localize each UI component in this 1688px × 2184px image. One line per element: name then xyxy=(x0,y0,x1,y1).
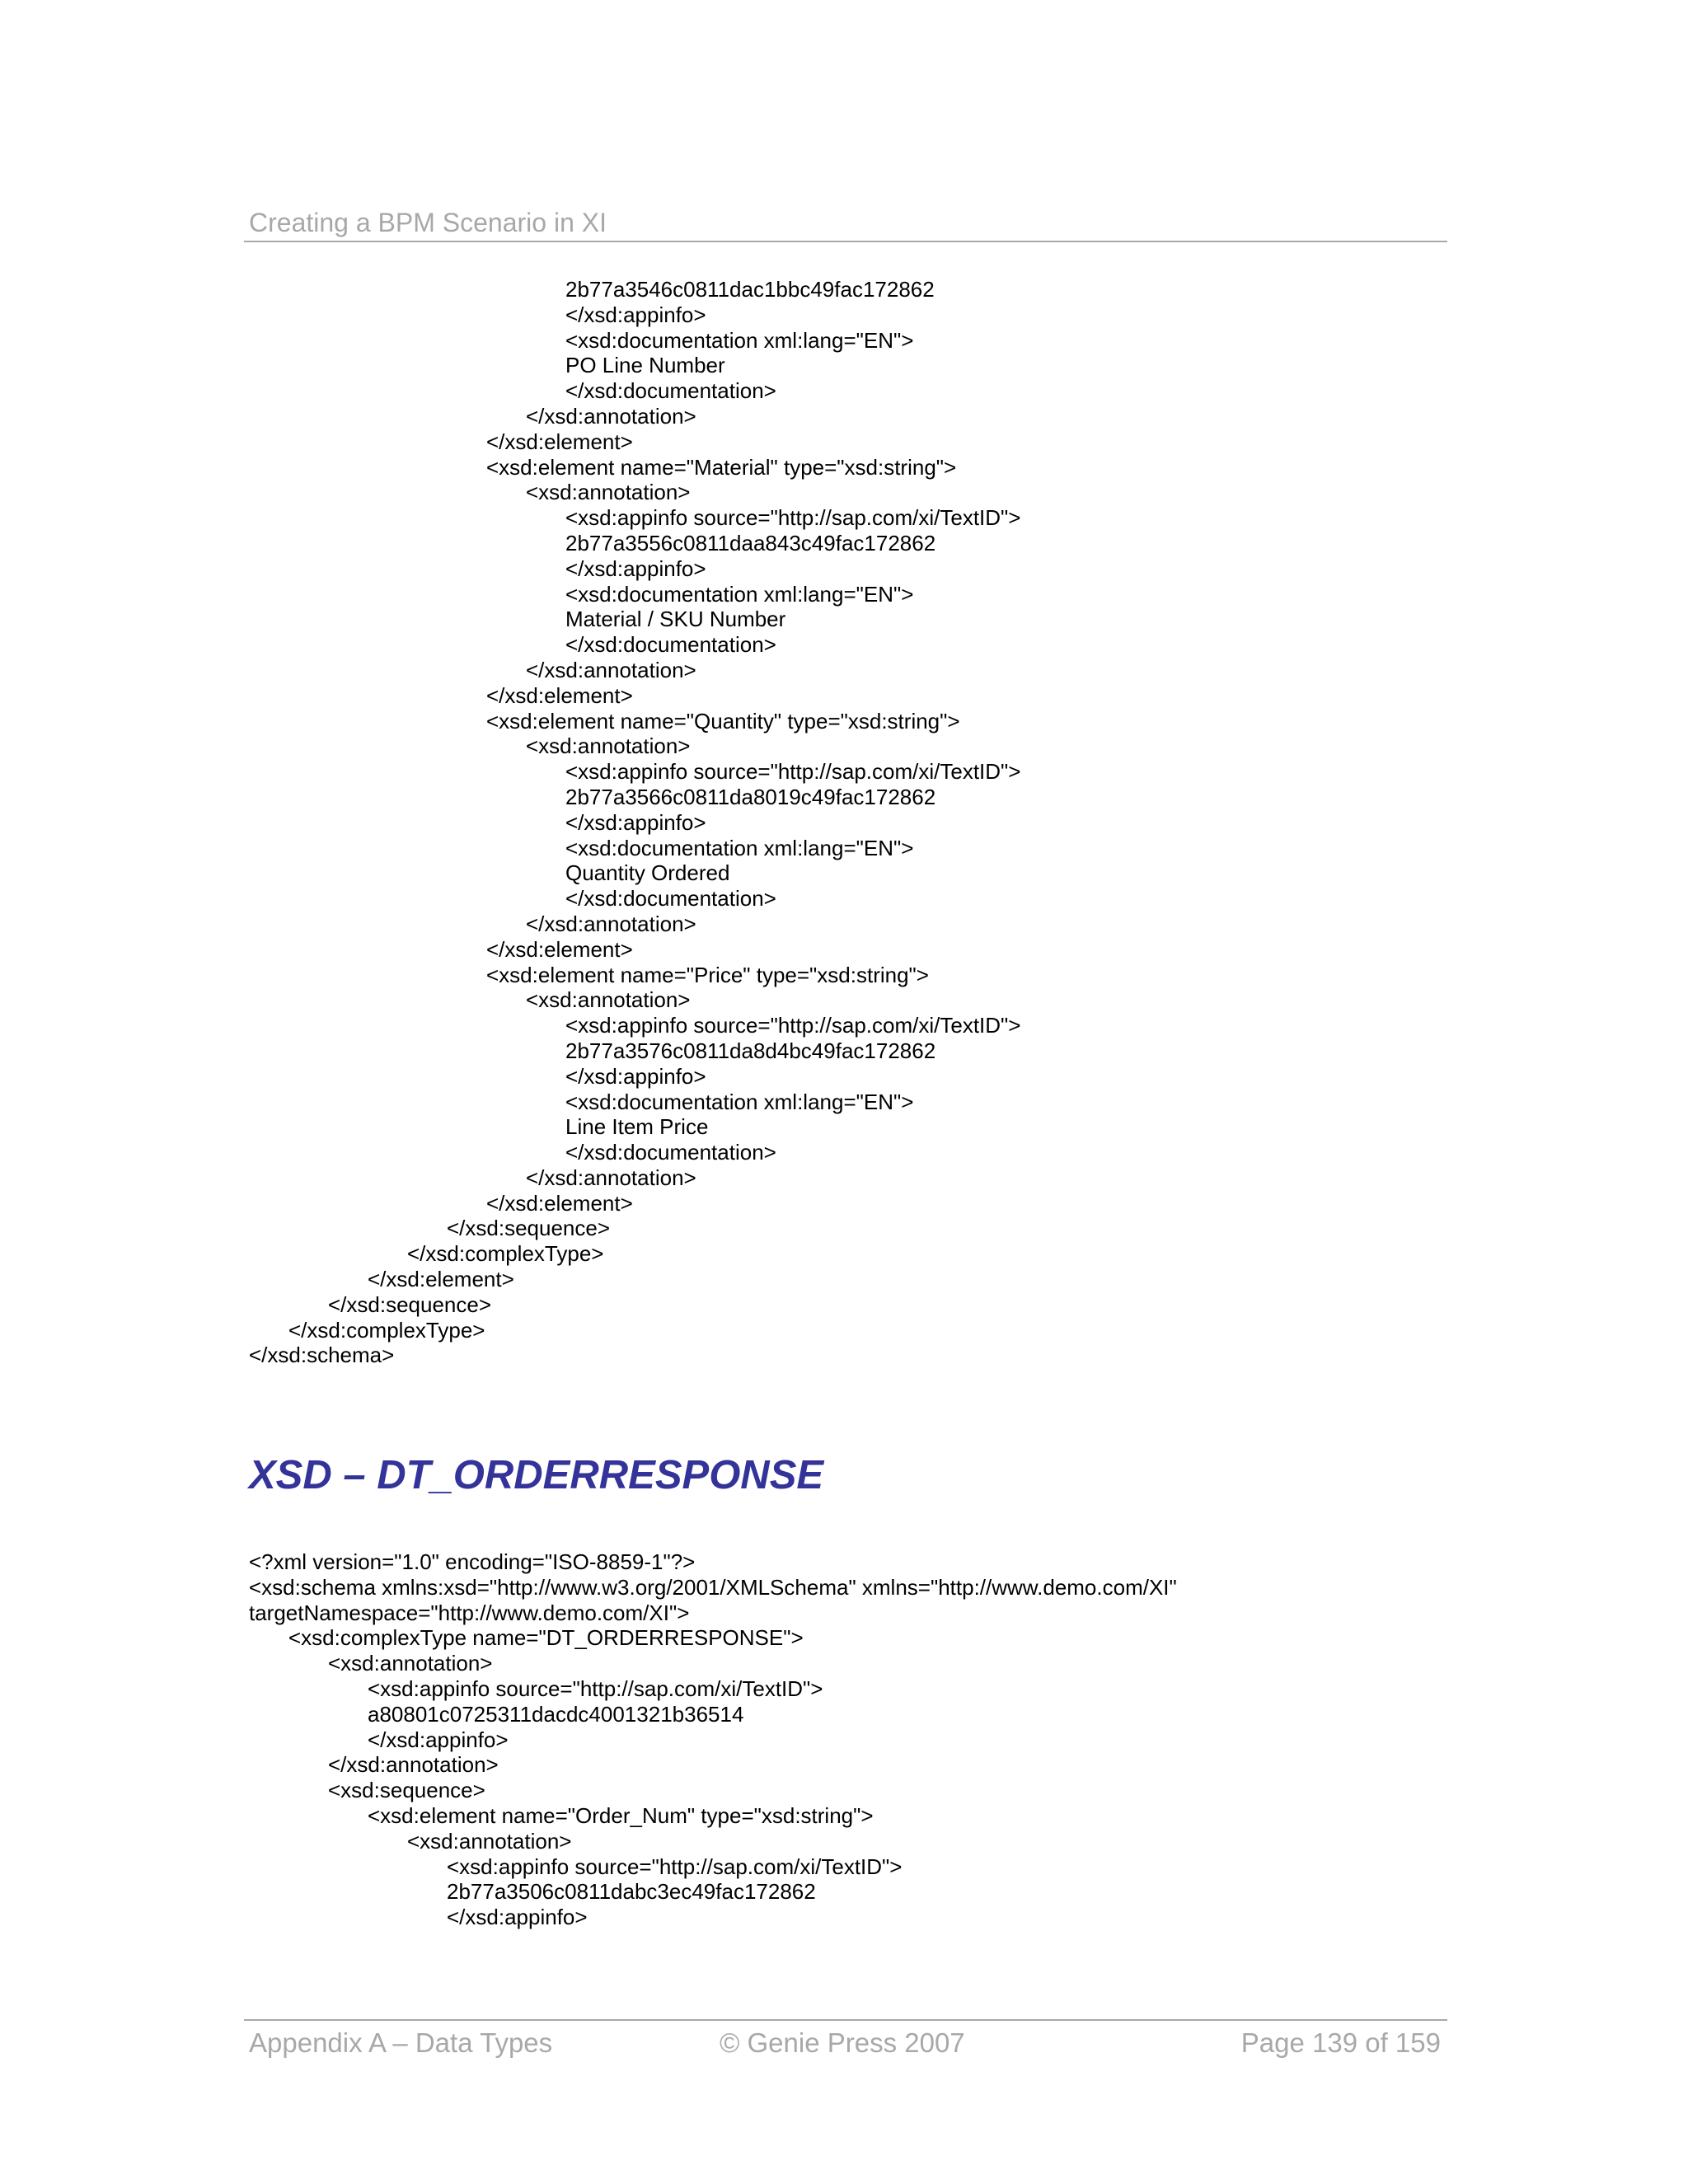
code-line: <xsd:documentation xml:lang="EN"> xyxy=(565,835,914,860)
code-line: </xsd:annotation> xyxy=(526,403,696,429)
code-line: </xsd:complexType> xyxy=(288,1317,485,1343)
code-line: </xsd:appinfo> xyxy=(565,809,706,835)
code-line: <xsd:element name="Order_Num" type="xsd:string"> xyxy=(368,1802,874,1828)
code-line: </xsd:sequence> xyxy=(447,1216,611,1241)
xsd-code-top xyxy=(249,277,1020,1368)
section-heading: XSD – DT_ORDERRESPONSE xyxy=(249,1453,824,1497)
code-line: <xsd:documentation xml:lang="EN"> xyxy=(565,581,914,607)
code-line: </xsd:appinfo> xyxy=(565,555,706,581)
code-line: </xsd:element> xyxy=(486,1190,633,1216)
code-line: <xsd:schema xmlns:xsd="http://www.w3.org/2001/XMLSchema" xmlns="http://www.demo.com/XI" xyxy=(249,1574,1177,1600)
code-line: 2b77a3556c0811daa843c49fac172862 xyxy=(565,530,936,555)
code-line: </xsd:element> xyxy=(486,936,633,962)
code-line: </xsd:element> xyxy=(368,1267,514,1292)
code-line: </xsd:schema> xyxy=(249,1343,395,1368)
code-line: <xsd:documentation xml:lang="EN"> xyxy=(565,1089,914,1114)
code-line: </xsd:documentation> xyxy=(565,886,776,912)
code-line: </xsd:annotation> xyxy=(526,911,696,936)
code-line: </xsd:complexType> xyxy=(407,1241,604,1267)
code-line: 2b77a3566c0811da8019c49fac172862 xyxy=(565,784,936,809)
code-line: 2b77a3506c0811dabc3ec49fac172862 xyxy=(447,1879,816,1905)
code-line: </xsd:annotation> xyxy=(526,657,696,682)
code-line: </xsd:appinfo> xyxy=(447,1905,588,1930)
code-line: <xsd:documentation xml:lang="EN"> xyxy=(565,327,914,353)
code-line: <?xml version="1.0" encoding="ISO-8859-1"?> xyxy=(249,1549,696,1574)
code-line: </xsd:documentation> xyxy=(565,1140,776,1165)
footer-page-number: Page 139 of 159 xyxy=(1240,2027,1441,2058)
code-line: <xsd:element name="Price" type="xsd:string"> xyxy=(486,962,929,987)
header-divider xyxy=(244,241,1447,242)
code-line: </xsd:sequence> xyxy=(328,1291,492,1317)
code-line: <xsd:complexType name="DT_ORDERRESPONSE"> xyxy=(288,1625,804,1651)
code-line: <xsd:appinfo source="http://sap.com/xi/TextID"> xyxy=(447,1854,903,1879)
code-line: <xsd:appinfo source="http://sap.com/xi/TextID"> xyxy=(368,1675,823,1701)
code-line: </xsd:appinfo> xyxy=(368,1727,509,1752)
code-line: <xsd:annotation> xyxy=(407,1828,572,1854)
code-line: <xsd:appinfo source="http://sap.com/xi/TextID"> xyxy=(565,505,1021,531)
code-line: <xsd:element name="Quantity" type="xsd:string"> xyxy=(486,708,960,733)
code-line: </xsd:annotation> xyxy=(526,1165,696,1190)
header-title: Creating a BPM Scenario in XI xyxy=(249,208,607,237)
code-line: <xsd:annotation> xyxy=(526,480,691,505)
code-line: <xsd:sequence> xyxy=(328,1778,485,1803)
footer-copyright: © Genie Press 2007 xyxy=(720,2027,965,2058)
code-line: <xsd:annotation> xyxy=(526,733,691,759)
code-line: 2b77a3546c0811dac1bbc49fac172862 xyxy=(565,277,935,302)
code-line: 2b77a3576c0811da8d4bc49fac172862 xyxy=(565,1038,936,1063)
code-line: <xsd:element name="Material" type="xsd:string"> xyxy=(486,454,957,480)
code-line: </xsd:element> xyxy=(486,429,633,454)
code-line: <xsd:annotation> xyxy=(526,987,691,1013)
code-line: Material / SKU Number xyxy=(565,607,786,632)
code-line: </xsd:appinfo> xyxy=(565,1063,706,1089)
code-line: </xsd:documentation> xyxy=(565,378,776,404)
code-line: targetNamespace="http://www.demo.com/XI"> xyxy=(249,1600,690,1625)
footer-divider xyxy=(244,2019,1447,2021)
code-line: Quantity Ordered xyxy=(565,860,730,886)
code-line: <xsd:appinfo source="http://sap.com/xi/TextID"> xyxy=(565,1013,1021,1038)
code-line: </xsd:documentation> xyxy=(565,632,776,658)
code-line: </xsd:appinfo> xyxy=(565,302,706,327)
code-line: PO Line Number xyxy=(565,353,725,378)
code-line: a80801c0725311dacdc4001321b36514 xyxy=(368,1701,744,1727)
code-line: </xsd:element> xyxy=(486,682,633,708)
xsd-code-bottom xyxy=(249,1549,1177,1930)
code-line: Line Item Price xyxy=(565,1114,709,1140)
footer-section-label: Appendix A – Data Types xyxy=(249,2027,553,2058)
code-line: </xsd:annotation> xyxy=(328,1752,499,1778)
code-line: <xsd:annotation> xyxy=(328,1651,493,1676)
code-line: <xsd:appinfo source="http://sap.com/xi/TextID"> xyxy=(565,759,1021,785)
